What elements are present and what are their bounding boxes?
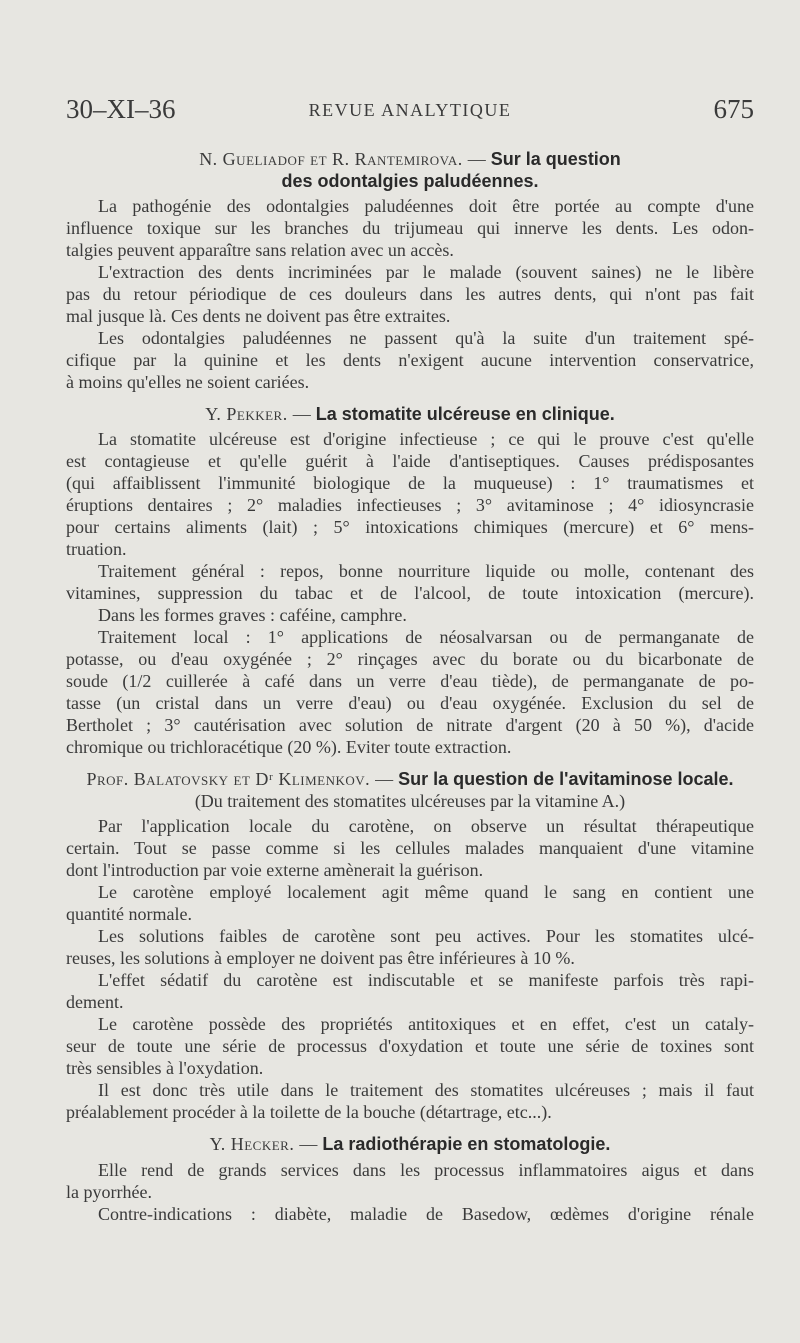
text-line: Bertholet ; 3° cautérisation avec solution de nitrate d'argent (20 à 50 %), d'acide	[66, 715, 754, 735]
article-title: La stomatite ulcéreuse en clinique.	[315, 404, 615, 424]
text-line: cifique par la quinine et les dents n'exigent aucune intervention conservatrice,	[66, 350, 754, 370]
text-line: Les solutions faibles de carotène sont peu actives. Pour les stomatites ulcé-	[98, 926, 754, 946]
text-line: vitamines, suppression du tabac et de l'alcool, de toute intoxication (mercure).	[66, 583, 754, 603]
text-line: talgies peuvent apparaître sans relation avec un accès.	[66, 240, 454, 260]
article-author: N. Gueliadof et R. Rantemirova. —	[199, 149, 487, 169]
article-author: Y. Hecker. —	[209, 1134, 318, 1154]
issue-date: 30–XI–36	[66, 94, 176, 124]
article-4-heading	[66, 1133, 754, 1155]
article-title: La radiothérapie en stomatologie.	[322, 1134, 611, 1154]
text-line: potasse, ou d'eau oxygénée ; 2° rinçages avec du borate ou du bicarbonate de	[66, 649, 754, 669]
text-line: la pyorrhée.	[66, 1182, 152, 1202]
article-title: Sur la question de l'avitaminose locale.	[398, 769, 734, 789]
text-line: certain. Tout se passe comme si les cellules malades manquaient d'une vitamine	[66, 838, 754, 858]
text-line: préalablement procéder à la toilette de la bouche (détartrage, etc...).	[66, 1102, 552, 1122]
article-1-heading-cont	[66, 170, 754, 192]
text-line: est contagieuse et qu'elle guérit à l'aide d'antiseptiques. Causes prédisposantes	[66, 451, 754, 471]
text-line: quantité normale.	[66, 904, 192, 924]
text-line: La pathogénie des odontalgies paludéennes doit être portée au compte d'une	[98, 196, 754, 216]
text-line: influence toxique sur les branches du trijumeau qui innerve les dents. Les odon-	[66, 218, 754, 238]
text-line: Les odontalgies paludéennes ne passent qu'à la suite d'un traitement spé-	[98, 328, 754, 348]
text-line: Elle rend de grands services dans les processus inflammatoires aigus et dans	[98, 1160, 754, 1180]
article-title: Sur la question	[490, 149, 621, 169]
text-line: Traitement général : repos, bonne nourriture liquide ou molle, contenant des	[98, 561, 754, 581]
text-line: (qui affaiblissent l'immunité biologique de la muqueuse) : 1° traumatismes et	[66, 473, 754, 493]
text-line: Il est donc très utile dans le traitement des stomatites ulcéreuses ; mais il faut	[98, 1080, 754, 1100]
text-line: chromique ou trichloracétique (20 %). Eviter toute extraction.	[66, 737, 512, 757]
text-line: pas du retour périodique de ces douleurs dans les autres dents, qui n'ont pas fait	[66, 284, 754, 304]
text-line: Dans les formes graves : caféine, camphre.	[98, 605, 407, 625]
text-line: soude (1/2 cuillerée à café dans un verre d'eau tiède), de permanganate de po-	[66, 671, 754, 691]
text-line: pour certains aliments (lait) ; 5° intoxications chimiques (mercure) et 6° mens-	[66, 517, 754, 537]
text-line: truation.	[66, 539, 127, 559]
text-line: très sensibles à l'oxydation.	[66, 1058, 264, 1078]
article-3-heading	[66, 768, 754, 790]
text-line: tasse (un cristal dans un verre d'eau) ou d'eau oxygénée. Exclusion du sel de	[66, 693, 754, 713]
journal-section-title: REVUE ANALYTIQUE	[308, 100, 512, 120]
text-line: reuses, les solutions à employer ne doivent pas être inférieures à 10 %.	[66, 948, 575, 968]
article-title-cont: des odontalgies paludéennes.	[281, 171, 539, 191]
text-line: dement.	[66, 992, 124, 1012]
text-line: La stomatite ulcéreuse est d'origine infectieuse ; ce qui le prouve c'est qu'elle	[98, 429, 754, 449]
text-line: L'effet sédatif du carotène est indiscutable et se manifeste parfois très rapi-	[98, 970, 754, 990]
text-line: mal jusque là. Ces dents ne doivent pas être extraites.	[66, 306, 451, 326]
text-line: Contre-indications : diabète, maladie de Basedow, œdèmes d'origine rénale	[98, 1204, 754, 1224]
text-line: à moins qu'elles ne soient cariées.	[66, 372, 310, 392]
article-author: Y. Pekker. —	[205, 404, 312, 424]
text-line: dont l'introduction par voie externe amènerait la guérison.	[66, 860, 484, 880]
article-1-heading	[66, 148, 754, 170]
article-author: Prof. Balatovsky et Dʳ Klimenkov. —	[86, 769, 394, 789]
text-line: Traitement local : 1° applications de néosalvarsan ou de permanganate de	[98, 627, 754, 647]
article-2-heading	[66, 403, 754, 425]
text-line: éruptions dentaires ; 2° maladies infectieuses ; 3° avitaminose ; 4° idiosyncrasie	[66, 495, 754, 515]
text-line: Le carotène possède des propriétés antitoxiques et en effet, c'est un cataly-	[98, 1014, 754, 1034]
running-head	[66, 94, 754, 128]
text-line: seur de toute une série de processus d'oxydation et toute une série de toxines sont	[66, 1036, 754, 1056]
text-line: L'extraction des dents incriminées par le malade (souvent saines) ne le libère	[98, 262, 754, 282]
text-line: Le carotène employé localement agit même quand le sang en contient une	[98, 882, 754, 902]
page-number: 675	[713, 94, 754, 124]
text-line: Par l'application locale du carotène, on observe un résultat thérapeutique	[98, 816, 754, 836]
article-subtitle: (Du traitement des stomatites ulcéreuses par la vitamine A.)	[194, 791, 626, 811]
